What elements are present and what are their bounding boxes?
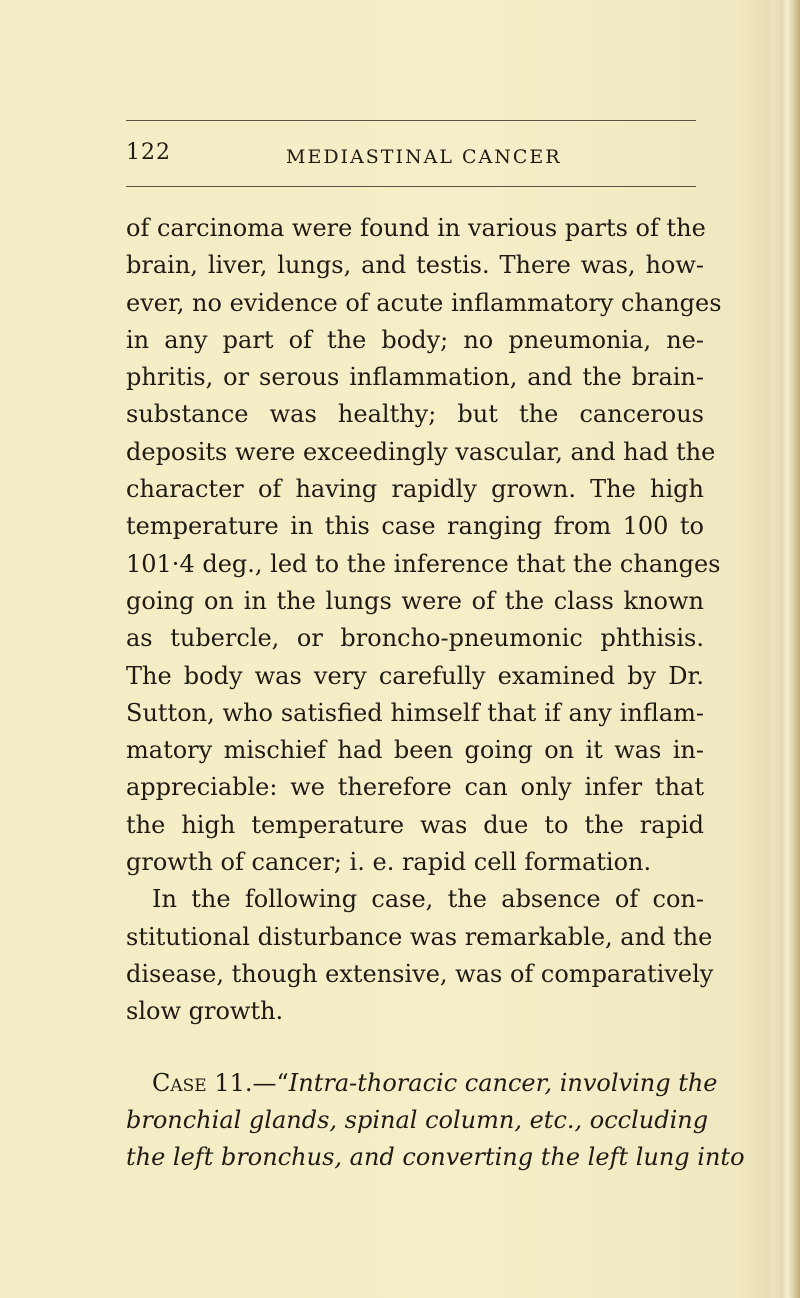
case-label: Case 11.—“ bbox=[152, 1068, 289, 1097]
text-line: phritis, or serous inflammation, and the brain- bbox=[126, 363, 704, 392]
text-line: going on in the lungs were of the class known bbox=[126, 586, 704, 615]
text-line: character of having rapidly grown. The high bbox=[126, 475, 704, 504]
case-heading-line: the left bronchus, and converting the left lung into bbox=[126, 1143, 745, 1172]
text-line: 101·4 deg., led to the inference that the changes bbox=[126, 549, 721, 578]
case-heading-line bbox=[126, 1065, 718, 1102]
text-line: stitutional disturbance was remarkable, and the bbox=[126, 922, 713, 951]
paragraph-2 bbox=[126, 881, 714, 1030]
text-line: disease, though extensive, was of comparatively bbox=[126, 959, 714, 988]
text-line: growth of cancer; i. e. rapid cell formation. bbox=[126, 848, 652, 877]
case-title-start: Intra-thoracic cancer, involving the bbox=[288, 1068, 718, 1097]
case-heading-line: bronchial glands, spinal column, etc., occluding bbox=[126, 1105, 709, 1134]
case-heading bbox=[126, 1065, 745, 1177]
text-line: matory mischief had been going on it was in- bbox=[126, 736, 704, 765]
header-rule-bottom bbox=[126, 186, 696, 187]
text-line: The body was very carefully examined by Dr. bbox=[126, 661, 704, 690]
body-text bbox=[126, 210, 745, 1176]
page-number: 122 bbox=[126, 140, 171, 165]
paragraph-1 bbox=[126, 210, 722, 881]
text-line: the high temperature was due to the rapid bbox=[126, 810, 704, 839]
text-line: in any part of the body; no pneumonia, ne- bbox=[126, 325, 704, 354]
page-edge-shadow bbox=[772, 0, 800, 1298]
text-line: temperature in this case ranging from 100 to bbox=[126, 512, 704, 541]
paragraph-gap bbox=[126, 1031, 704, 1065]
text-line: of carcinoma were found in various parts of the bbox=[126, 214, 706, 242]
text-line: Sutton, who satisfied himself that if any inflam- bbox=[126, 698, 704, 727]
text-line: slow growth. bbox=[126, 997, 284, 1026]
text-line: In the following case, the absence of con- bbox=[152, 885, 704, 914]
text-line: ever, no evidence of acute inflammatory changes bbox=[126, 288, 722, 317]
text-line: deposits were exceedingly vascular, and had the bbox=[126, 437, 716, 466]
header-rule-top bbox=[126, 120, 696, 121]
text-line: brain, liver, lungs, and testis. There was, how- bbox=[126, 251, 704, 280]
text-line: as tubercle, or broncho-pneumonic phthisis. bbox=[126, 624, 704, 653]
text-line: appreciable: we therefore can only infer that bbox=[126, 773, 704, 802]
running-head: MEDIASTINAL CANCER bbox=[286, 146, 562, 168]
text-line: substance was healthy; but the cancerous bbox=[126, 400, 704, 429]
